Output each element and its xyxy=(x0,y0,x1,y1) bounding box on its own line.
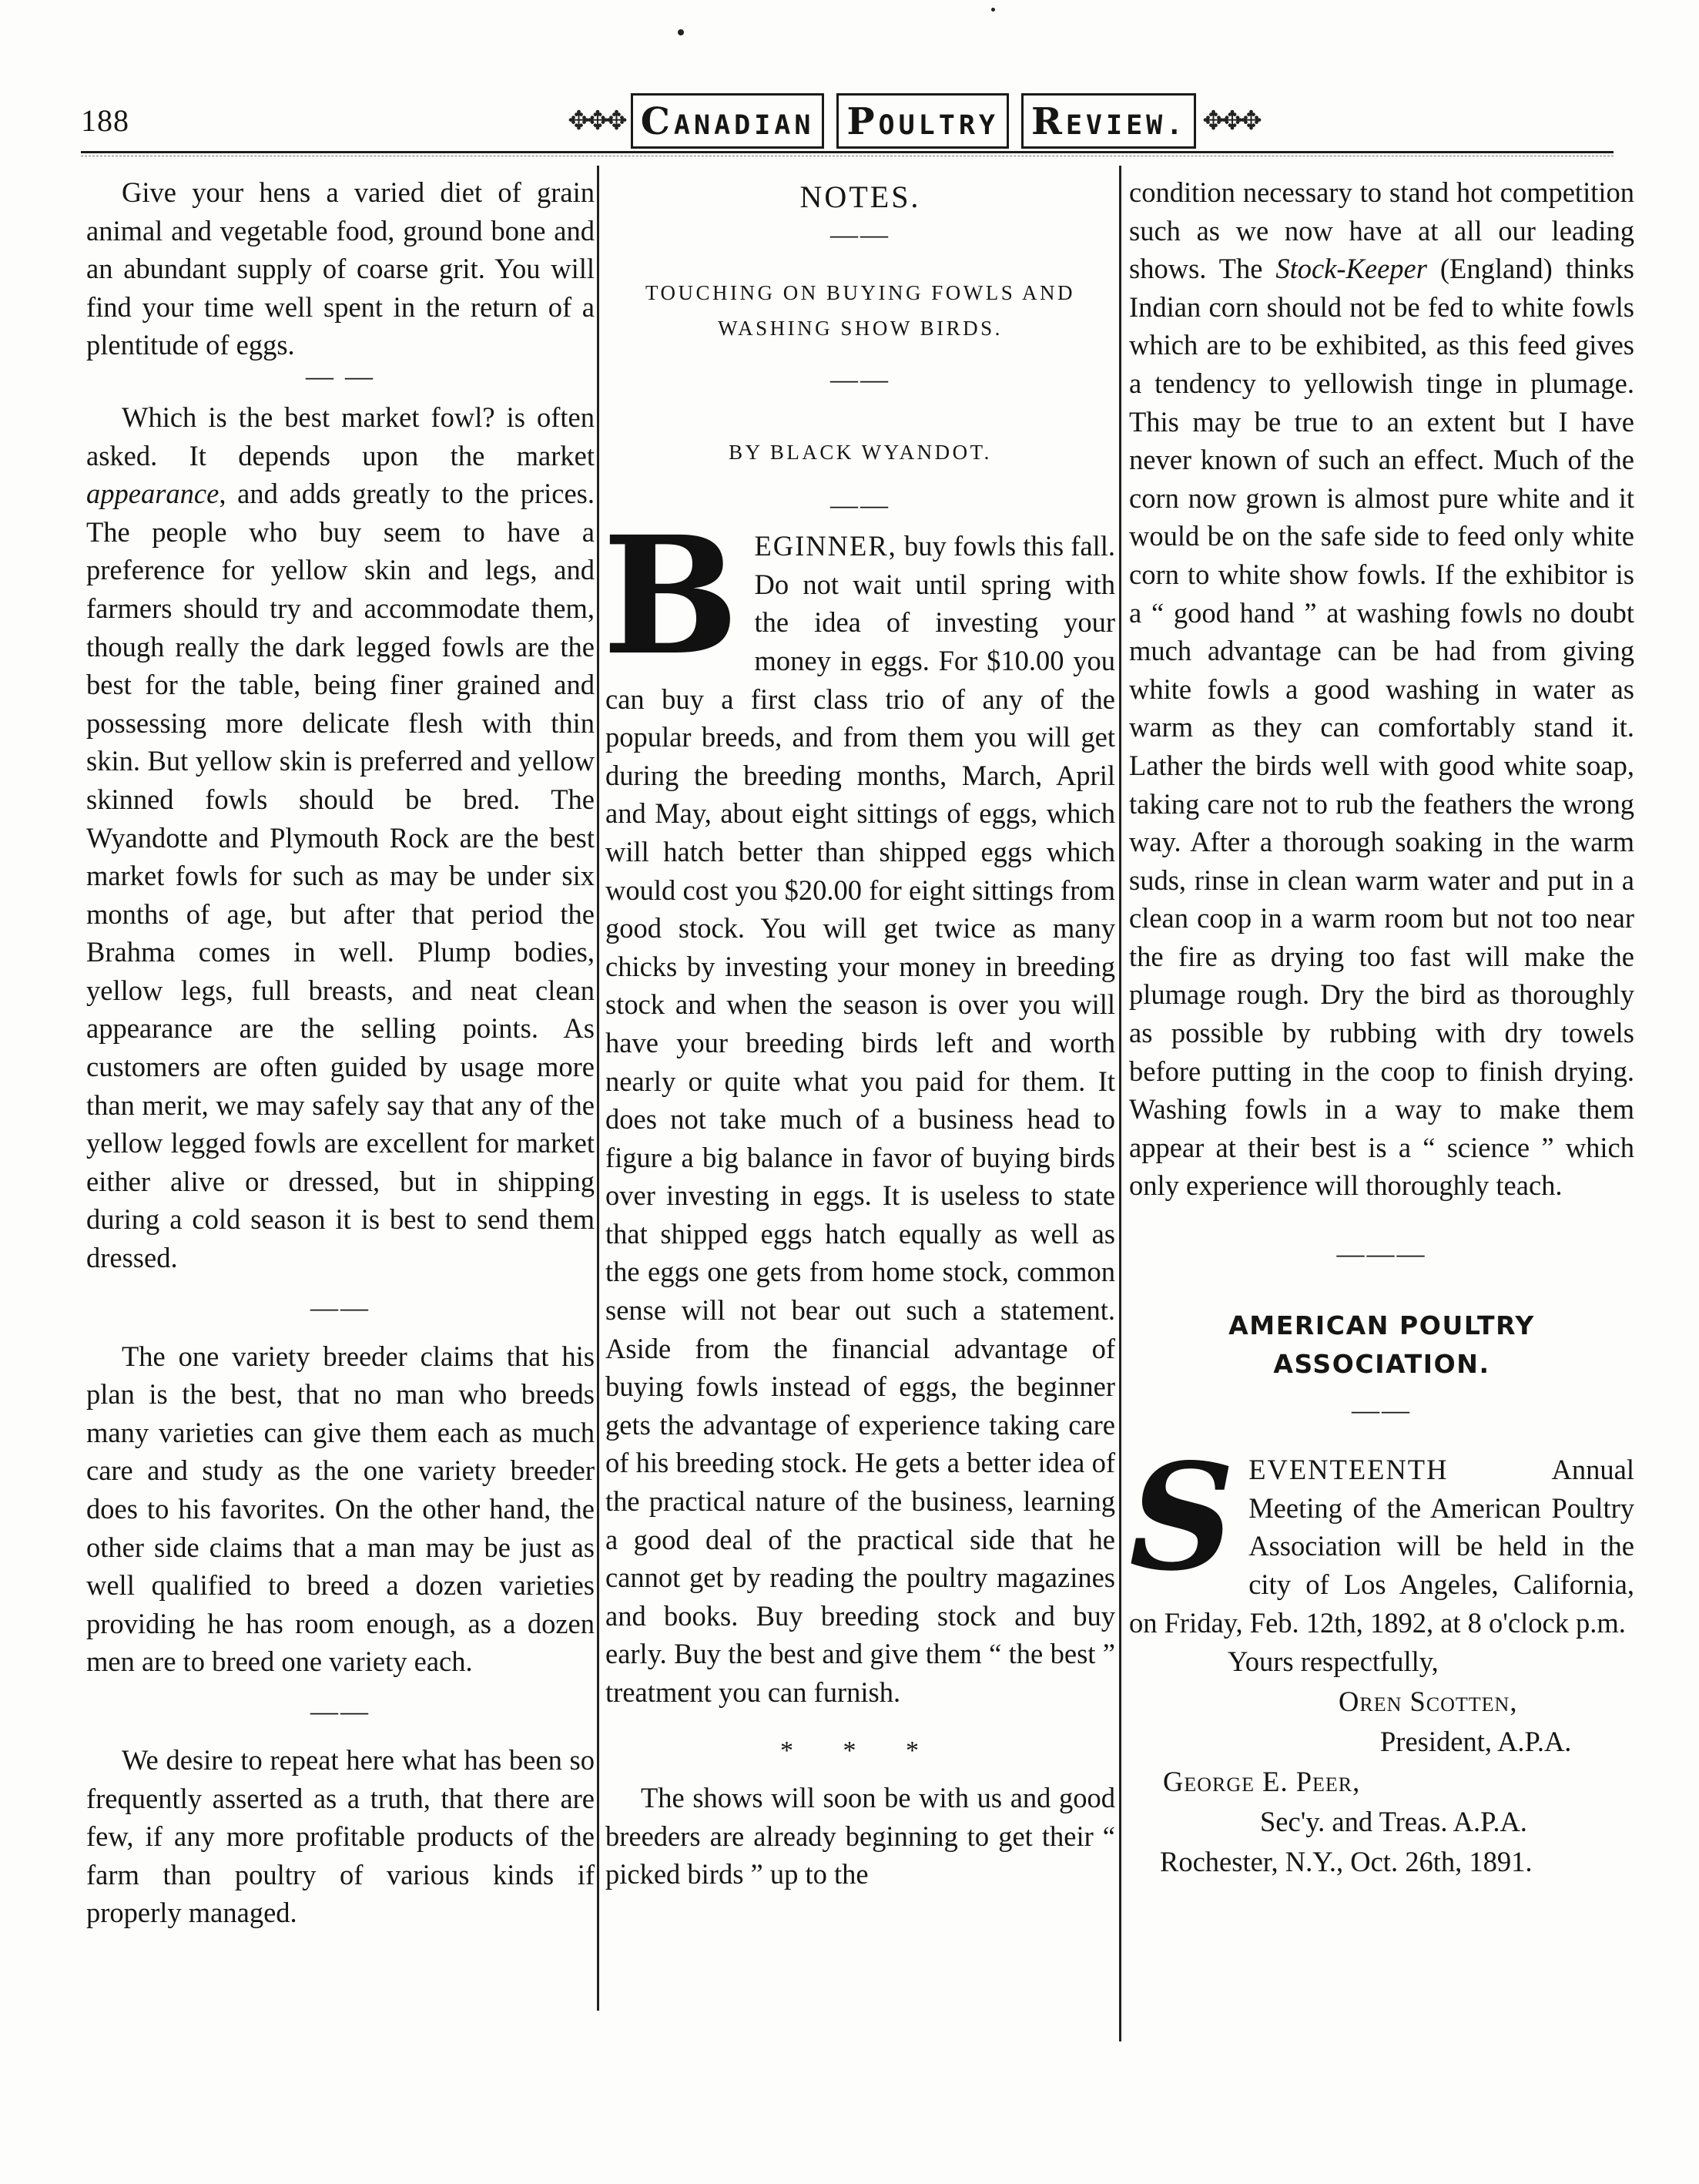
column-2 xyxy=(602,173,1115,1894)
paragraph-varied-diet: Give your hens a varied diet of grain animal and vegetable food, ground bone and an abundant supply of coarse grit. You will find your time well spent in the return of a plentitude of eggs. xyxy=(86,176,595,361)
masthead-word-canadian: CANADIAN xyxy=(631,93,825,149)
masthead-word-review: REVIEW. xyxy=(1021,93,1196,149)
column-divider-2 xyxy=(1119,166,1121,2041)
drop-cap-s: S xyxy=(1129,1431,1235,1604)
paragraph-condition: condition necessary to stand hot competition such as we now have at all our leading shows. The Stock-Keeper (England) thinks Indian corn should not be fed to white fowls which are to be exhibited, as this feed gives a tendency to yellowish tinge in plumage. This may be true to an extent but I have never known of such an effect. Much of the corn now grown is almost pure white and it would be on the safe side to feed only white corn to white show fowls. If the exhibitor is a “ good hand ” at washing fowls no doubt much advantage can be had from giving white fowls a good washing in water as warm as they can comfortably stand it. Lather the birds well with good white soap, taking care not to rub the feathers the wrong way. After a thorough soaking in the warm suds, rinse in clean warm water and put in a clean coop in a warm room but not too near the fire as drying too fast will make the plumage rough. Dry the bird as thoroughly as possible by rubbing with dry towels before putting in the coop to finish drying. Washing fowls in a way to make them appear at their best is a “ science ” which only experience will thoroughly teach. xyxy=(1129,176,1634,1202)
paragraph-profitable-products: We desire to repeat here what has been so frequently asserted as a truth, that there are few, if any more profitable products of the farm than poultry of various kinds if properly managed. xyxy=(86,1743,595,1929)
lead-word: EVENTEENTH xyxy=(1248,1454,1449,1486)
signature-block xyxy=(1129,1642,1634,1882)
drop-cap-b: B xyxy=(602,501,739,692)
article-subheading: TOUCHING ON BUYING FOWLS AND WASHING SHOW BIRDS. xyxy=(645,280,1075,340)
masthead-ornament-right: ✥✥✥ xyxy=(1202,107,1259,136)
masthead xyxy=(568,91,1259,151)
column-divider-1 xyxy=(597,166,599,2011)
president-name: Oren Scotten, xyxy=(1339,1686,1518,1718)
notes-heading: NOTES. xyxy=(799,179,921,214)
asterism: * * * xyxy=(780,1736,940,1765)
masthead-word-poultry: POULTRY xyxy=(836,93,1009,149)
section-separator: —— xyxy=(830,218,890,250)
paragraph-annual-meeting: SEVENTEENTH Annual Meeting of the American Poultry Association will be held in the city of Los Angeles, California, on Friday, Feb. 12th, 1892, at 8 o'clock p.m. xyxy=(1129,1431,1634,1639)
apa-heading: AMERICAN POULTRY ASSOCIATION. xyxy=(1228,1310,1535,1379)
lead-word: EGINNER, xyxy=(754,530,897,562)
article-byline: BY BLACK WYANDOT. xyxy=(729,440,992,464)
page-number: 188 xyxy=(81,103,129,138)
paragraph-shows: The shows will soon be with us and good breeders are already beginning to get their “ picked birds ” up to the xyxy=(605,1782,1115,1890)
section-separator: ——— xyxy=(1336,1238,1427,1270)
header-rule xyxy=(81,151,1614,153)
masthead-ornament-left: ✥✥✥ xyxy=(568,107,625,136)
section-separator: —— xyxy=(1352,1394,1412,1426)
paragraph-beginner: BEGINNER, buy fowls this fall. Do not wait until spring with the idea of investing your money in eggs. For $10.00 you can buy a first class trio of any of the popular breeds, and from them you will get during the breeding months, March, April and May, about eight sittings of eggs, which will hatch better than shipped eggs which would cost you $20.00 for eight sittings from good stock. You will get twice as many chicks by investing your money in breeding stock and when the season is over you will have your breeding birds left and worth nearly or quite what you paid for them. It does not take much of a business head to figure a big balance in favor of buying birds over investing in eggs. It is useless to state that shipped eggs hatch equally as well as the eggs one gets from home stock, common sense will not bear out such a statement. Aside from the financial advantage of buying fowls instead of eggs, the beginner gets the advantage of experience taking care of his breeding stock. He gets a better idea of the practical nature of the business, learning a good deal of the practical side that he cannot get by reading the poultry magazines and books. Buy breeding stock and buy early. Buy the best and give them “ the best ” treatment you can furnish. xyxy=(602,501,1115,1708)
section-separator: —— xyxy=(310,1695,370,1726)
dateline: Rochester, N.Y., Oct. 26th, 1891. xyxy=(1160,1846,1533,1878)
sign-off: Yours respectfully, xyxy=(1228,1646,1439,1678)
president-title: President, A.P.A. xyxy=(1380,1726,1572,1758)
column-1 xyxy=(86,173,595,1932)
secretary-name: George E. Peer, xyxy=(1163,1766,1361,1798)
section-separator: —— xyxy=(830,489,890,521)
secretary-title: Sec'y. and Treas. A.P.A. xyxy=(1260,1806,1527,1838)
column-3 xyxy=(1129,173,1634,1882)
section-separator: — — xyxy=(306,360,375,391)
section-separator: —— xyxy=(310,1291,370,1323)
section-separator: —— xyxy=(830,363,890,394)
paragraph-market-fowl: Which is the best market fowl? is often asked. It depends upon the market appearance, and adds greatly to the prices. The people who buy seem to have a preference for yellow skin and legs, and farmers should try and accommodate them, though really the dark legged fowls are the best for the table, being finer grained and possessing more delicate flesh with thin skin. But yellow skin is preferred and yellow skinned fowls should be bred. The Wyandotte and Plymouth Rock are the best market fowls for such as may be under six months of age, but after that period the Brahma comes in well. Plump bodies, yellow legs, full breasts, and neat clean appearance are the selling points. As customers are often guided by usage more than merit, we may safely say that any of the yellow legged fowls are excellent for market either alive or dressed, but in shipping during a cold season it is best to send them dressed. xyxy=(86,401,595,1274)
paragraph-one-variety-breeder: The one variety breeder claims that his plan is the best, that no man who breeds many varieties can give them each as much care and study as the one variety breeder does to his favorites. On the other hand, the other side claims that a man may be just as well qualified to breed a dozen varieties providing he has room enough, as a dozen men are to breed one variety each. xyxy=(86,1340,595,1678)
